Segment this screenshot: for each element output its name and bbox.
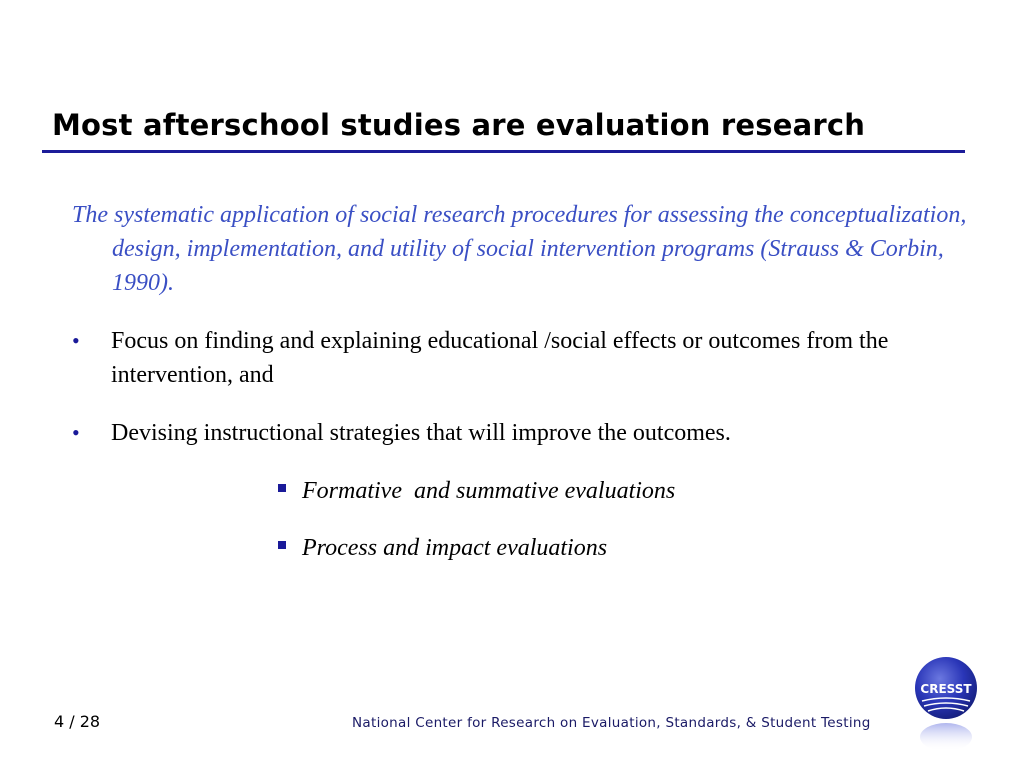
bullet-text: Focus on finding and explaining educational /social effects or outcomes from the intervention, and [111, 328, 889, 388]
sub-bullet-text: Formative and summative evaluations [302, 478, 676, 504]
footer-organization: National Center for Research on Evaluation, Standards, & Student Testing [352, 715, 871, 731]
square-bullet-icon [278, 484, 286, 492]
bullet-text: Devising instructional strategies that will improve the outcomes. [111, 420, 731, 446]
logo-text: CRESST [920, 682, 972, 696]
definition-text: The systematic application of social research procedures for assessing the conceptualization, design, implementation, and utility of social intervention programs (Strauss & Corbin, 1990). [72, 202, 967, 296]
slide-title: Most afterschool studies are evaluation research [52, 108, 866, 142]
cresst-globe-logo [912, 655, 980, 755]
title-underline [42, 150, 965, 153]
bullet-item [72, 416, 942, 450]
bullet-item [72, 324, 942, 392]
page-number: 4 / 28 [54, 712, 101, 731]
square-bullet-icon [278, 541, 286, 549]
bullet-dot-icon: • [72, 328, 80, 353]
sub-bullet-item [278, 474, 675, 508]
bullet-dot-icon: • [72, 420, 80, 445]
sub-bullet-text: Process and impact evaluations [302, 535, 608, 561]
sub-bullet-item [278, 531, 607, 565]
